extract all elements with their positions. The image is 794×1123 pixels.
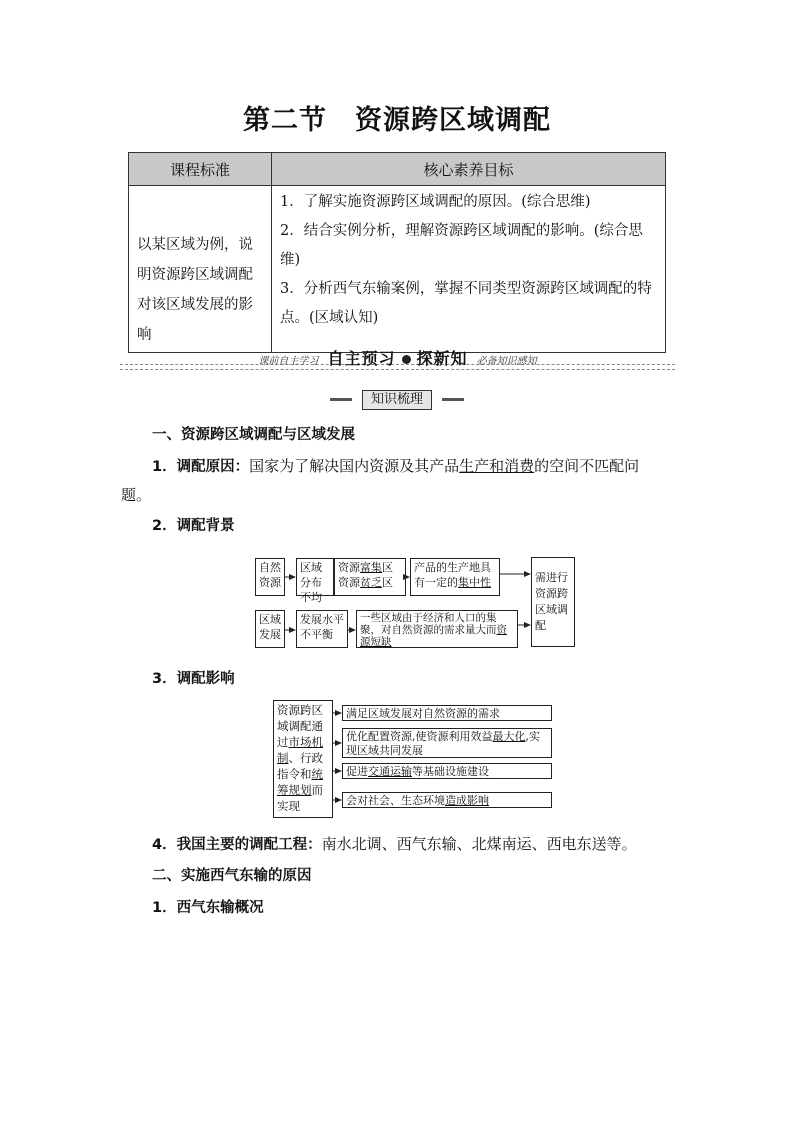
underlined-term: 最大化 bbox=[492, 730, 526, 743]
paragraph-projects bbox=[152, 833, 637, 856]
paragraph-reason-cont: 题。 bbox=[121, 486, 152, 504]
banner-title-1: 自主预习 bbox=[327, 349, 396, 368]
text-run: 资源 bbox=[338, 576, 360, 589]
banner-dot-icon bbox=[402, 355, 411, 364]
underlined-term: 资源短缺 bbox=[360, 624, 507, 648]
text-run: 促进 bbox=[346, 765, 368, 778]
box-rich-poor-areas bbox=[334, 558, 406, 596]
effect-optimize-allocation bbox=[342, 728, 552, 758]
text-run: 、行政指令和 bbox=[277, 751, 323, 781]
underlined-term: 统筹规划 bbox=[277, 767, 323, 797]
text-run: 会对社会、生态环境 bbox=[346, 794, 445, 807]
section-banner bbox=[120, 346, 675, 369]
box-production-concentration bbox=[410, 558, 500, 596]
box-uneven-level: 发展水平不平衡 bbox=[296, 610, 348, 648]
text-run: 资源 bbox=[338, 561, 360, 574]
text-run: 而实现 bbox=[277, 783, 323, 813]
effect-environment bbox=[342, 792, 552, 808]
text-run: 产品的生产地具有一定的 bbox=[414, 561, 491, 589]
banner-divider bbox=[120, 369, 675, 370]
heading-1: 一、资源跨区域调配与区域发展 bbox=[152, 427, 355, 443]
course-standard-table bbox=[128, 152, 666, 353]
text-run: 资源跨区域调配通过 bbox=[277, 703, 323, 749]
underlined-term: 交通运输 bbox=[368, 765, 412, 778]
poor-area-line bbox=[338, 575, 402, 590]
underlined-term: 生产和消费 bbox=[459, 457, 535, 475]
heading-overview: 1．西气东输概况 bbox=[152, 900, 264, 916]
paragraph-reason bbox=[152, 455, 682, 478]
heading-impact: 3．调配影响 bbox=[152, 671, 235, 687]
heading-background: 2．调配背景 bbox=[152, 518, 235, 534]
page-title: 第二节 资源跨区域调配 bbox=[243, 105, 551, 136]
label-projects: 4．我国主要的调配工程： bbox=[152, 837, 322, 853]
underlined-term: 集中性 bbox=[458, 576, 491, 589]
core-goals-cell bbox=[272, 186, 666, 353]
rich-area-line bbox=[338, 560, 402, 575]
box-need-allocation: 需进行资源跨区域调配 bbox=[531, 557, 575, 647]
box-regional-development: 区域发展 bbox=[255, 610, 285, 648]
goal-item: 2．结合实例分析，理解资源跨区域调配的影响。(综合思维) bbox=[280, 223, 643, 268]
goal-item: 3．分析西气东输案例，掌握不同类型资源跨区域调配的特点。(区域认知) bbox=[280, 281, 652, 326]
course-standard-text: 以某区域为例，说明资源跨区域调配对该区域发展的影响 bbox=[129, 186, 272, 353]
box-natural-resources: 自然资源 bbox=[255, 558, 285, 596]
underlined-term: 贫乏 bbox=[360, 576, 382, 589]
underlined-term: 市场机制 bbox=[277, 735, 323, 765]
text-run: 一些区域由于经济和人口的集聚，对自然资源的需求量大而 bbox=[360, 612, 497, 636]
tag-bar-right bbox=[442, 398, 464, 401]
underlined-term: 富集 bbox=[360, 561, 382, 574]
text-run: 国家为了解决国内资源及其产品 bbox=[249, 457, 460, 475]
box-uneven-distribution: 区域分布不均 bbox=[296, 558, 334, 596]
banner-left-caption: 课前自主学习 bbox=[258, 356, 319, 367]
text-run: 等基础设施建设 bbox=[412, 765, 489, 778]
tag-label: 知识梳理 bbox=[362, 390, 432, 410]
text-run: 优化配置资源,使资源利用效益 bbox=[346, 730, 493, 743]
underlined-term: 造成影响 bbox=[445, 794, 489, 807]
effect-meet-demand: 满足区域发展对自然资源的需求 bbox=[342, 705, 552, 721]
banner-title-2: 探新知 bbox=[416, 349, 468, 368]
text-run: ,实现区域共同发展 bbox=[346, 730, 540, 757]
box-demand-shortage bbox=[356, 610, 518, 648]
text-run: 区 bbox=[382, 576, 393, 589]
banner-right-caption: 必备知识感知 bbox=[476, 356, 537, 367]
heading-2: 二、实施西气东输的原因 bbox=[152, 868, 312, 884]
tag-bar-left bbox=[330, 398, 352, 401]
header-course-standard: 课程标准 bbox=[129, 153, 272, 186]
header-core-goals: 核心素养目标 bbox=[272, 153, 666, 186]
effect-infrastructure bbox=[342, 763, 552, 779]
projects-list: 南水北调、西气东输、北煤南运、西电东送等。 bbox=[321, 835, 637, 853]
box-allocation-mechanism bbox=[273, 700, 333, 818]
goal-item: 1．了解实施资源跨区域调配的原因。(综合思维) bbox=[280, 194, 591, 210]
text-run: 的空间不匹配问 bbox=[534, 457, 640, 475]
label-reason: 1．调配原因： bbox=[152, 459, 250, 475]
text-run: 区 bbox=[382, 561, 393, 574]
section-tag bbox=[330, 390, 464, 408]
